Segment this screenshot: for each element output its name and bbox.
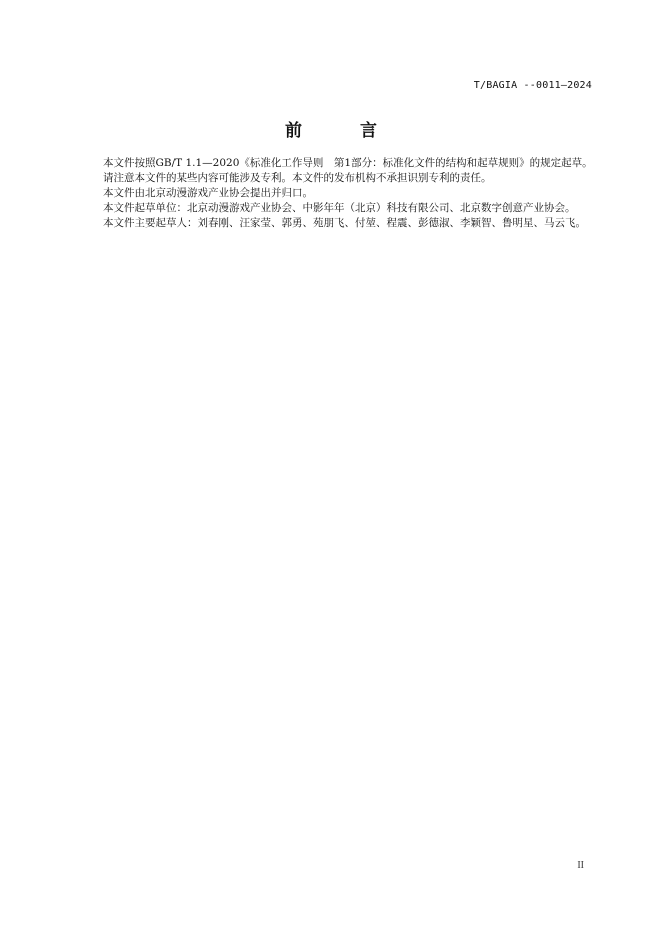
document-code: T/BAGIA --0011—2024 [473,80,592,91]
paragraph-drafters: 本文件主要起草人：刘春刚、汪家莹、郭勇、苑朋飞、付堃、程震、彭德淑、李颖智、鲁明星、马云飞。 [103,217,586,229]
paragraph-drafting-units: 本文件起草单位：北京动漫游戏产业协会、中影年年（北京）科技有限公司、北京数字创意产业协会。 [103,202,576,214]
foreword-body [82,156,598,231]
page-number: II [577,860,584,871]
paragraph-patent-notice: 请注意本文件的某些内容可能涉及专利。本文件的发布机构不承担识别专利的责任。 [103,172,492,184]
paragraph-proposer: 本文件由北京动漫游戏产业协会提出并归口。 [103,187,313,199]
paragraph-drafting-rules: 本文件按照GB/T 1.1—2020《标准化工作导则 第1部分：标准化文件的结构和起草规则》的规定起草。 [103,157,593,169]
page-title: 前 言 [285,121,403,141]
